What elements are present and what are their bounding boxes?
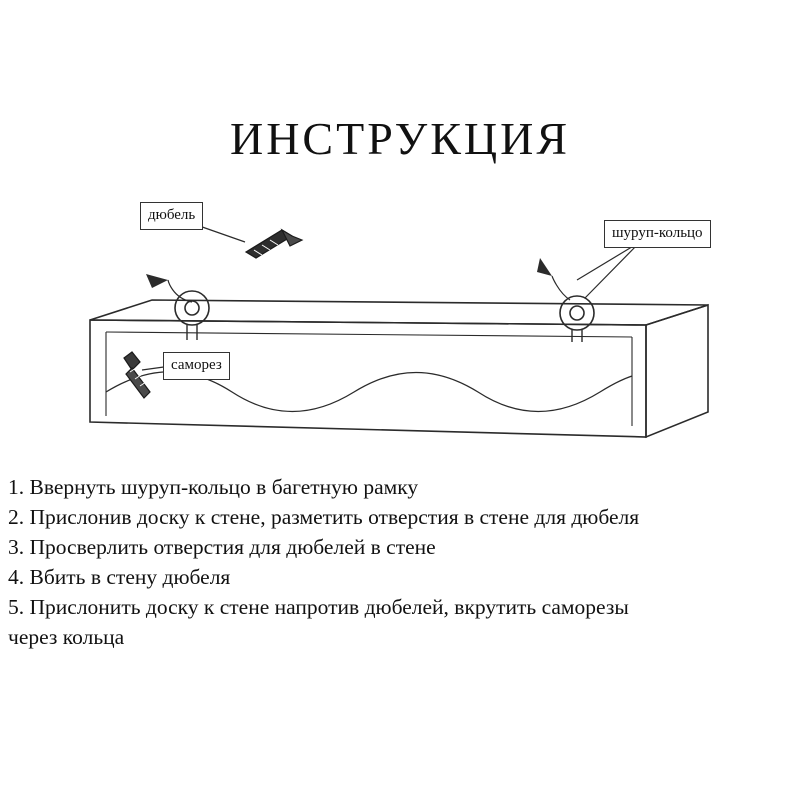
callout-dowel-label: дюбель: [148, 207, 196, 223]
instruction-steps: [8, 472, 798, 652]
leader-line-ring-screw: [577, 242, 640, 298]
instruction-step: 2. Прислонив доску к стене, разметить отверстия в стене для дюбеля: [8, 505, 640, 529]
instruction-step: 3. Просверлить отверстия для дюбелей в стене: [8, 535, 436, 559]
dowel-icon: [246, 230, 302, 258]
callout-dowel: [140, 202, 203, 230]
ring-screw-icon-right: [537, 258, 594, 342]
callout-screw: [163, 352, 230, 380]
instruction-step: 5. Прислонить доску к стене напротив дюбелей, вкрутить саморезы: [8, 595, 629, 619]
instruction-step: 4. Вбить в стену дюбеля: [8, 565, 231, 589]
ring-screw-icon-left: [146, 274, 209, 340]
callout-screw-label: саморез: [171, 357, 222, 373]
page-title: ИНСТРУКЦИЯ: [229, 113, 571, 164]
callout-ring-screw: [604, 220, 711, 248]
instruction-step-continuation: через кольца: [8, 625, 125, 649]
callout-ring-screw-label: шуруп-кольцо: [612, 225, 703, 241]
instruction-step: 1. Ввернуть шуруп-кольцо в багетную рамку: [8, 475, 419, 499]
